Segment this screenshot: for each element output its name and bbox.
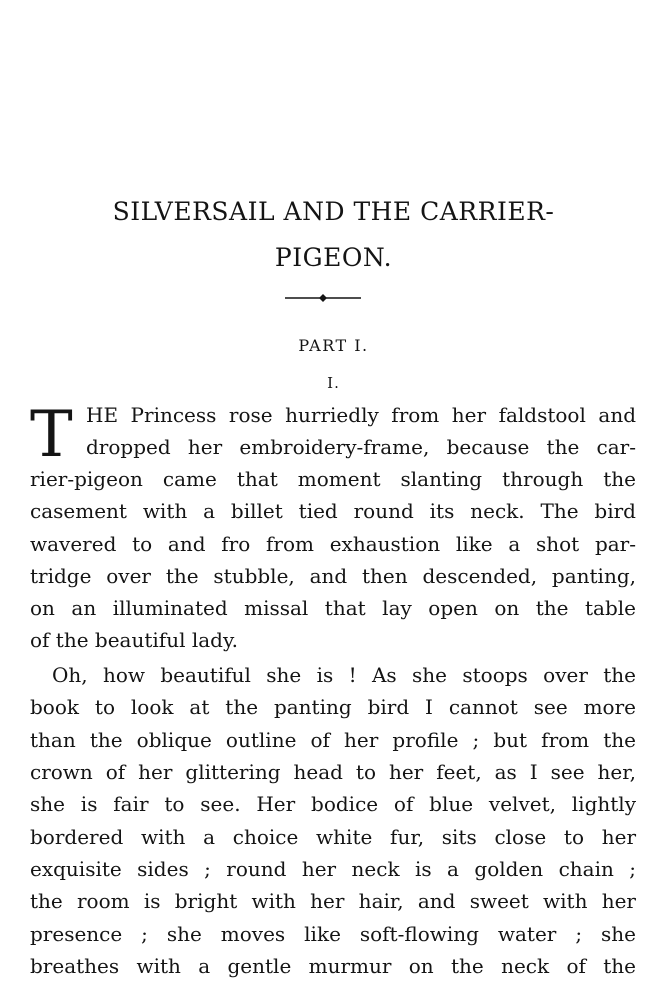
paragraph-1-line: casement with a billet tied round its neck. The bird [30,499,636,523]
paragraph-1-line: wavered to and fro from exhaustion like a shot par- [30,532,636,556]
paragraph-1-line: rier-pigeon came that moment slanting through the [30,467,636,491]
part-heading: PART I. [298,336,369,355]
paragraph-2-line: she is fair to see. Her bodice of blue velvet, lightly [30,792,636,816]
paragraph-2-line: bordered with a choice white fur, sits close to her [30,825,636,849]
paragraph-1-line: on an illuminated missal that lay open on the table [30,596,636,620]
paragraph-2-line: book to look at the panting bird I cannot see more [30,695,636,719]
chapter-title-line-1: SILVERSAIL AND THE CARRIER- [112,197,555,226]
paragraph-1-line: dropped her embroidery-frame, because the car- [86,435,636,459]
drop-cap-letter: T [30,398,73,472]
paragraph-2-line: Oh, how beautiful she is ! As she stoops over the [52,663,636,687]
title-ornament-divider [285,293,361,303]
paragraph-2-line: crown of her glittering head to her feet, as I see her, [30,760,636,784]
paragraph-1-line: of the beautiful lady. [30,628,238,652]
paragraph-2-line: exquisite sides ; round her neck is a golden chain ; [30,857,636,881]
paragraph-2-line: breathes with a gentle murmur on the neck of the [30,954,636,978]
paragraph-2-line: than the oblique outline of her profile ; but from the [30,728,636,752]
paragraph-2-line: the room is bright with her hair, and sweet with her [30,889,636,913]
paragraph-1-line: tridge over the stubble, and then descended, panting, [30,564,636,588]
paragraph-2-line: presence ; she moves like soft-flowing water ; she [30,922,636,946]
paragraph-1-line: HE Princess rose hurriedly from her faldstool and [86,403,636,427]
chapter-title-line-2: PIGEON. [274,243,393,272]
section-number: I. [327,374,340,392]
